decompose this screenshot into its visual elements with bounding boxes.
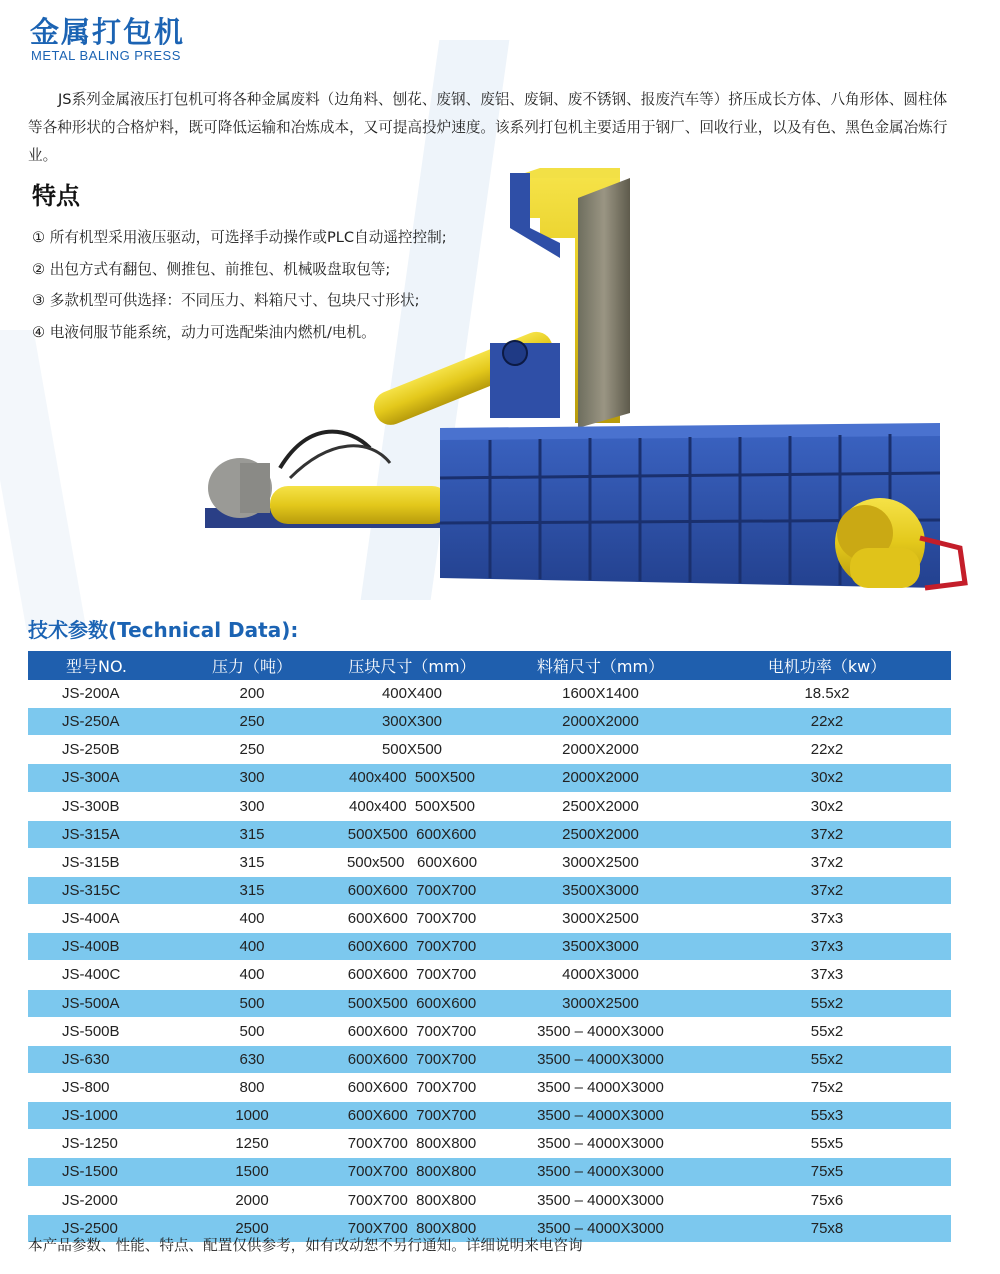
motor-power-cell: 37x3 [703,961,951,989]
bale-size-cell: 600X600 700X700 [326,1017,498,1045]
motor-power-cell: 22x2 [703,708,951,736]
chamber-size-cell: 2500X2000 [498,792,703,820]
pressure-cell: 800 [178,1073,326,1101]
pressure-cell: 1000 [178,1102,326,1130]
motor-power-cell: 75x5 [703,1158,951,1186]
model-cell: JS-200A [28,680,178,708]
technical-data-table [28,651,951,1243]
chamber-size-cell: 1600X1400 [498,680,703,708]
table-row [28,792,951,820]
pressure-cell: 500 [178,1017,326,1045]
motor-power-cell: 55x3 [703,1102,951,1130]
chamber-size-cell: 3500 – 4000X3000 [498,1102,703,1130]
bale-size-cell: 600X600 700X700 [326,1102,498,1130]
chamber-size-cell: 3500X3000 [498,933,703,961]
model-cell: JS-800 [28,1073,178,1101]
chamber-size-cell: 2500X2000 [498,820,703,848]
bale-size-cell: 500X500 600X600 [326,820,498,848]
chamber-size-cell: 3500 – 4000X3000 [498,1045,703,1073]
pressure-cell: 250 [178,708,326,736]
model-cell: JS-400C [28,961,178,989]
pressure-cell: 300 [178,792,326,820]
motor-power-cell: 75x6 [703,1186,951,1214]
pressure-cell: 400 [178,933,326,961]
pressure-cell: 1500 [178,1158,326,1186]
model-cell: JS-1500 [28,1158,178,1186]
bale-size-cell: 700X700 800X800 [326,1130,498,1158]
pressure-cell: 400 [178,961,326,989]
model-cell: JS-315B [28,848,178,876]
table-row [28,764,951,792]
bale-size-cell: 600X600 700X700 [326,876,498,904]
motor-power-cell: 55x2 [703,1017,951,1045]
motor-power-cell: 30x2 [703,792,951,820]
chamber-size-cell: 3500 – 4000X3000 [498,1186,703,1214]
table-row [28,1186,951,1214]
table-row [28,905,951,933]
motor-power-cell: 75x8 [703,1214,951,1242]
pressure-cell: 400 [178,905,326,933]
column-header-motor-power: 电机功率（kw） [703,651,951,680]
bale-size-cell: 500X500 600X600 [326,989,498,1017]
pressure-cell: 300 [178,764,326,792]
model-cell: JS-315A [28,820,178,848]
chamber-size-cell: 3500 – 4000X3000 [498,1214,703,1242]
bale-size-cell: 600X600 700X700 [326,905,498,933]
chamber-size-cell: 3500 – 4000X3000 [498,1073,703,1101]
motor-power-cell: 37x2 [703,876,951,904]
model-cell: JS-315C [28,876,178,904]
table-row [28,1073,951,1101]
chamber-size-cell: 3500 – 4000X3000 [498,1017,703,1045]
pressure-cell: 250 [178,736,326,764]
pressure-cell: 2500 [178,1214,326,1242]
pressure-cell: 200 [178,680,326,708]
table-row [28,1158,951,1186]
pressure-cell: 315 [178,848,326,876]
feature-item: ③ 多款机型可供选择：不同压力、料箱尺寸、包块尺寸形状; [32,292,420,309]
page-subtitle: METAL BALING PRESS [31,48,181,63]
bale-size-cell: 400X400 [326,680,498,708]
motor-power-cell: 37x3 [703,933,951,961]
bale-size-cell: 700X700 800X800 [326,1214,498,1242]
table-row [28,1017,951,1045]
pressure-cell: 315 [178,820,326,848]
metal-baling-press-machine-image [200,168,990,608]
model-cell: JS-2000 [28,1186,178,1214]
motor-power-cell: 37x2 [703,820,951,848]
bale-size-cell: 600X600 700X700 [326,933,498,961]
chamber-size-cell: 2000X2000 [498,736,703,764]
bale-size-cell: 500X500 [326,736,498,764]
model-cell: JS-300B [28,792,178,820]
motor-power-cell: 22x2 [703,736,951,764]
column-header-bale-size: 压块尺寸（mm） [326,651,498,680]
motor-power-cell: 30x2 [703,764,951,792]
model-cell: JS-1250 [28,1130,178,1158]
column-header-model: 型号NO. [28,651,178,680]
tech-data-heading: 技术参数(Technical Data): [28,618,299,642]
pressure-cell: 315 [178,876,326,904]
model-cell: JS-300A [28,764,178,792]
model-cell: JS-400B [28,933,178,961]
table-row [28,848,951,876]
table-row [28,989,951,1017]
motor-power-cell: 75x2 [703,1073,951,1101]
model-cell: JS-630 [28,1045,178,1073]
bale-size-cell: 600X600 700X700 [326,961,498,989]
model-cell: JS-500A [28,989,178,1017]
pressure-cell: 2000 [178,1186,326,1214]
feature-item: ④ 电液伺服节能系统，动力可选配柴油内燃机/电机。 [32,323,376,341]
bale-size-cell: 400x400 500X500 [326,764,498,792]
background-decoration [0,330,86,630]
chamber-size-cell: 3500 – 4000X3000 [498,1158,703,1186]
feature-item: ① 所有机型采用液压驱动，可选择手动操作或PLC自动遥控控制; [32,229,447,246]
pressure-cell: 630 [178,1045,326,1073]
table-row [28,680,951,708]
motor-power-cell: 37x2 [703,848,951,876]
table-row [28,1130,951,1158]
column-header-pressure: 压力（吨） [178,651,326,680]
motor-power-cell: 55x2 [703,989,951,1017]
chamber-size-cell: 4000X3000 [498,961,703,989]
model-cell: JS-250B [28,736,178,764]
intro-paragraph: JS系列金属液压打包机可将各种金属废料（边角料、刨花、废钢、废铝、废铜、废不锈钢、报废汽车等）挤压成长方体、八角形体、圆柱体等各种形状的合格炉料，既可降低运输和冶炼成本，又可提高投炉速度。该系列打包机主要适用于钢厂、回收行业，以及有色、黑色金属冶炼行业。 [28,91,948,164]
feature-item: ② 出包方式有翻包、侧推包、前推包、机械吸盘取包等; [32,260,391,278]
motor-power-cell: 18.5x2 [703,680,951,708]
motor-power-cell: 55x5 [703,1130,951,1158]
bale-size-cell: 300X300 [326,708,498,736]
chamber-size-cell: 3500X3000 [498,876,703,904]
chamber-size-cell: 3500 – 4000X3000 [498,1130,703,1158]
features-heading: 特点 [32,182,80,210]
table-row [28,876,951,904]
table-row [28,933,951,961]
table-row [28,736,951,764]
table-row [28,1045,951,1073]
model-cell: JS-400A [28,905,178,933]
model-cell: JS-250A [28,708,178,736]
page-title: 金属打包机 [30,15,186,49]
model-cell: JS-2500 [28,1214,178,1242]
table-row [28,961,951,989]
bale-size-cell: 700X700 800X800 [326,1158,498,1186]
motor-power-cell: 37x3 [703,905,951,933]
bale-size-cell: 700X700 800X800 [326,1186,498,1214]
table-row [28,708,951,736]
pressure-cell: 1250 [178,1130,326,1158]
bale-size-cell: 500x500 600X600 [326,848,498,876]
motor-power-cell: 55x2 [703,1045,951,1073]
chamber-size-cell: 2000X2000 [498,764,703,792]
bale-size-cell: 400x400 500X500 [326,792,498,820]
table-header-row [28,651,951,680]
model-cell: JS-1000 [28,1102,178,1130]
model-cell: JS-500B [28,1017,178,1045]
chamber-size-cell: 3000X2500 [498,848,703,876]
table-row [28,820,951,848]
bale-size-cell: 600X600 700X700 [326,1045,498,1073]
chamber-size-cell: 3000X2500 [498,989,703,1017]
footnote: 本产品参数、性能、特点、配置仅供参考，如有改动恕不另行通知。详细说明来电咨询 [28,1237,583,1254]
chamber-size-cell: 3000X2500 [498,905,703,933]
pressure-cell: 500 [178,989,326,1017]
column-header-chamber-size: 料箱尺寸（mm） [498,651,703,680]
chamber-size-cell: 2000X2000 [498,708,703,736]
bale-size-cell: 600X600 700X700 [326,1073,498,1101]
table-row [28,1102,951,1130]
